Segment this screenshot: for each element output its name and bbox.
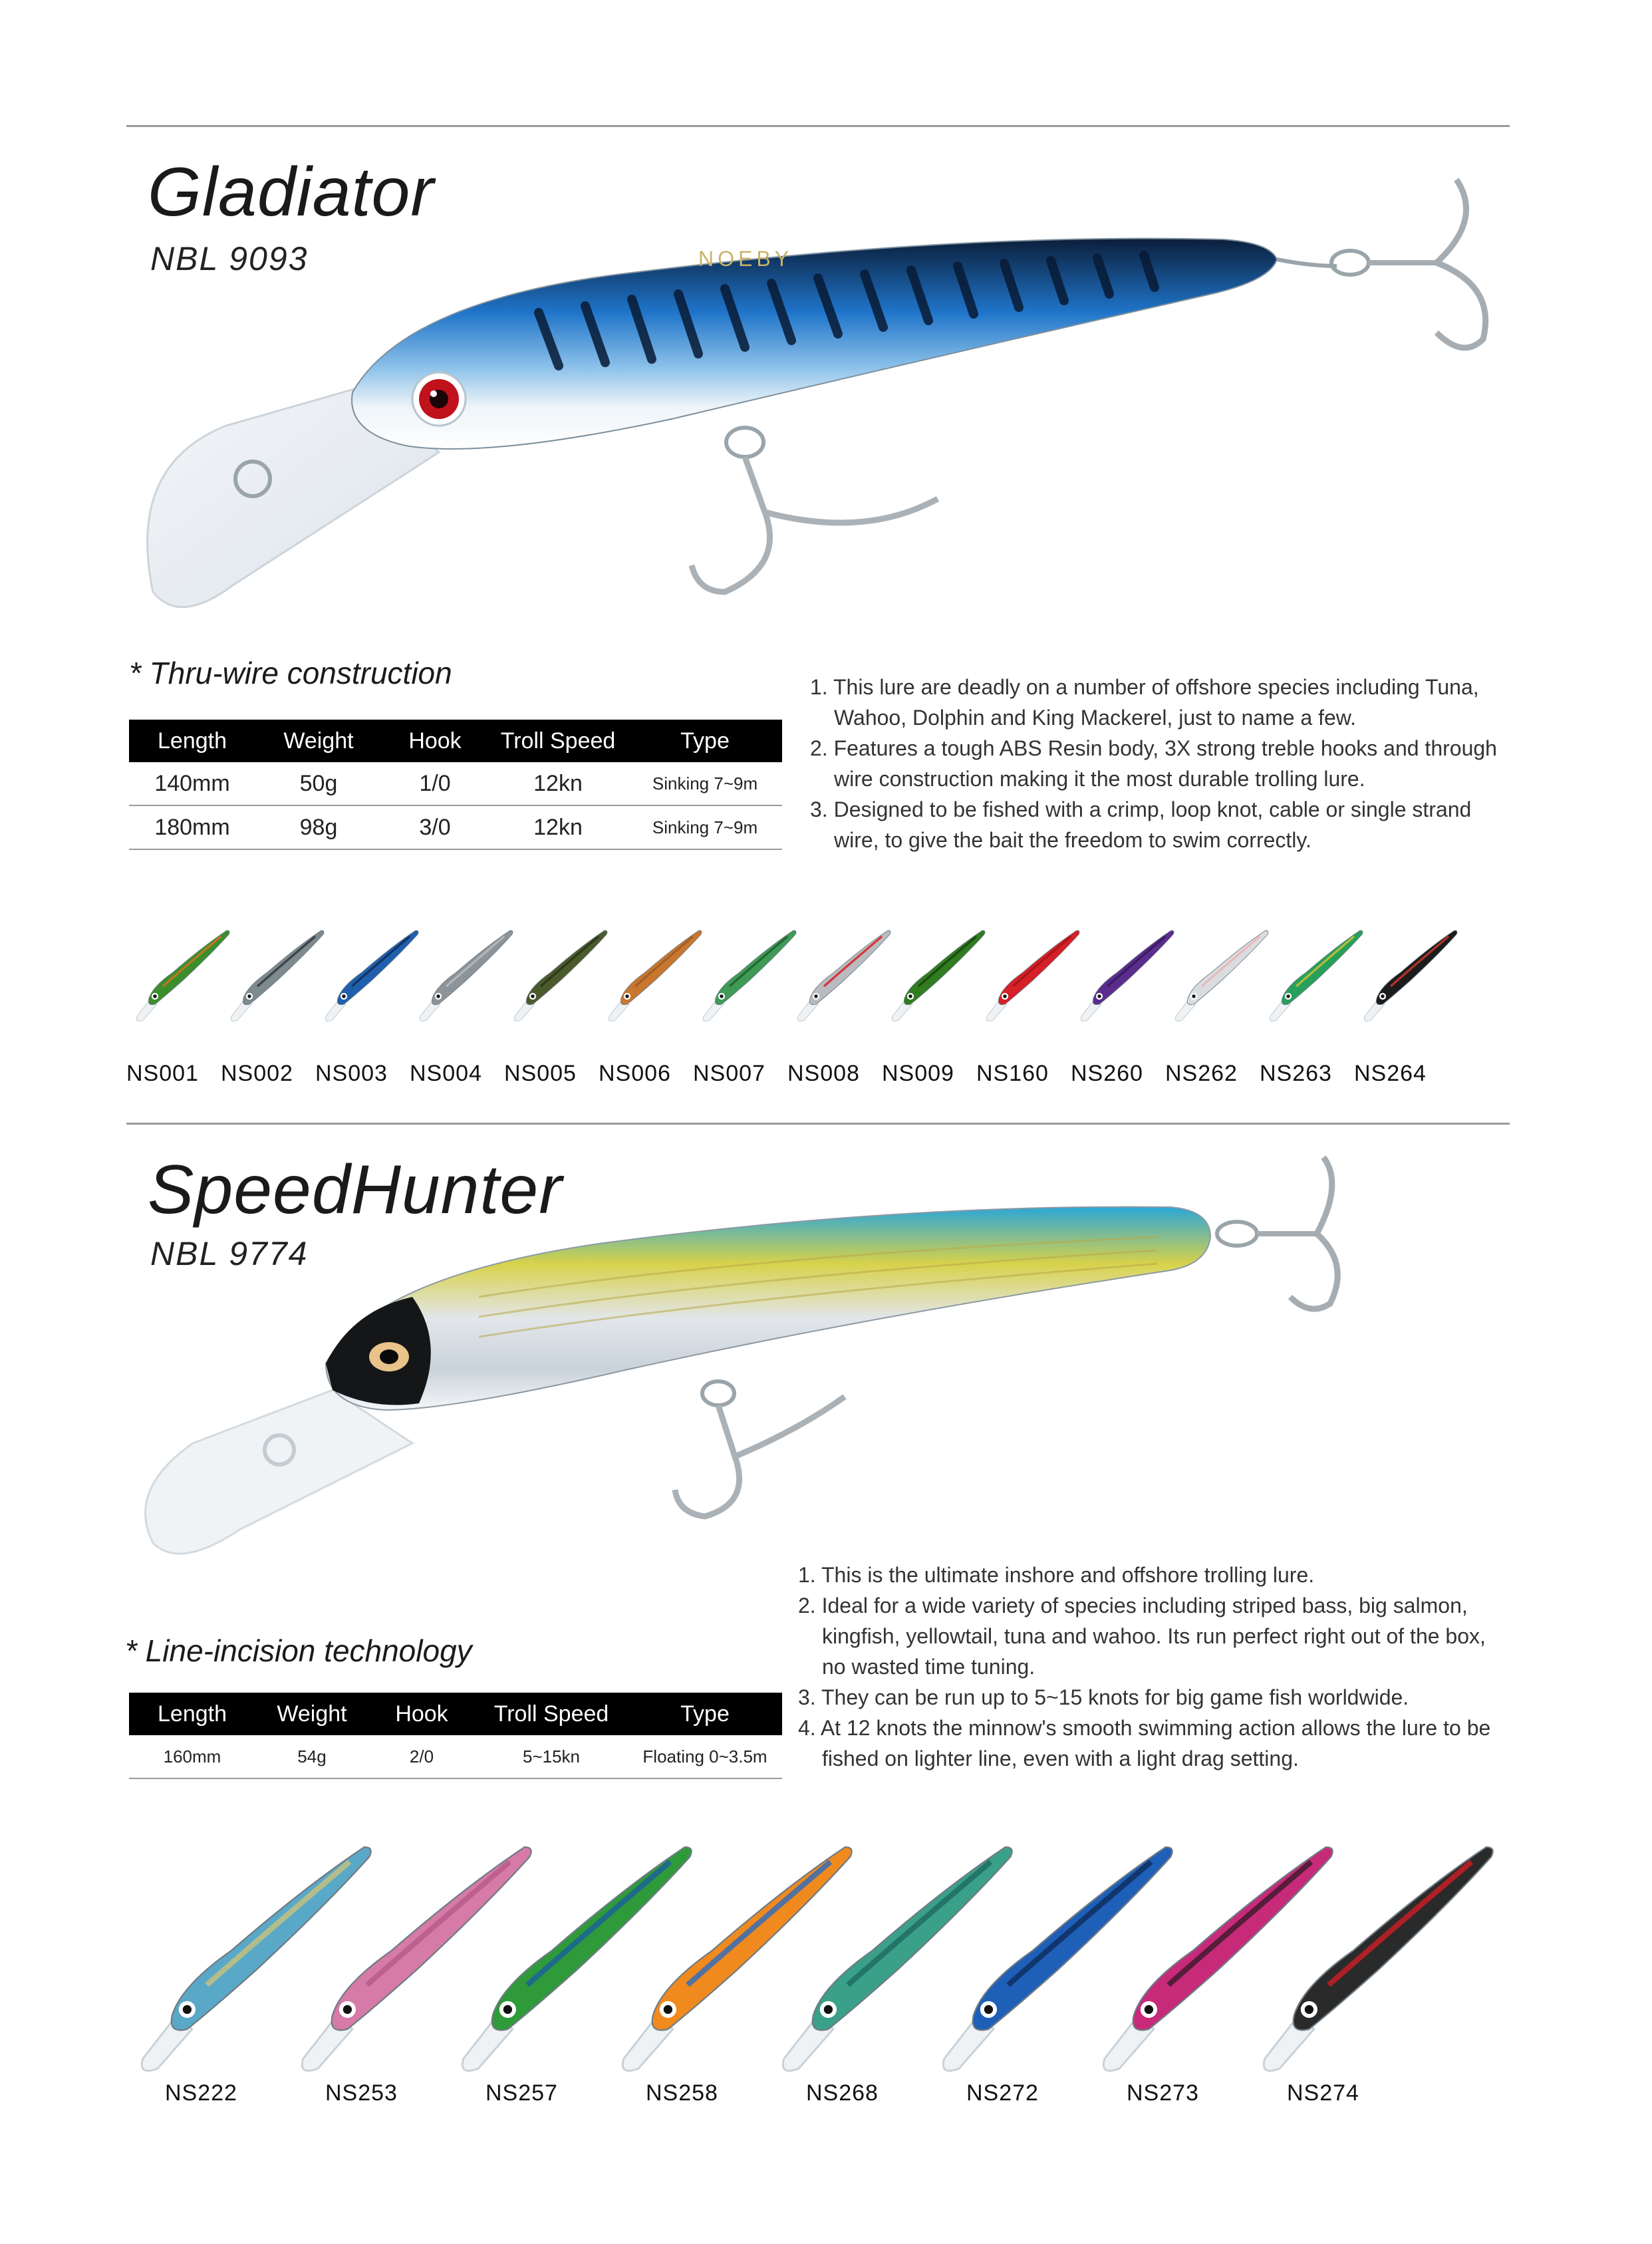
col-troll-speed: Troll Speed: [475, 1693, 628, 1735]
note-item: 2. Features a tough ABS Resin body, 3X strong treble hooks and through wire construction making it the most durable trolling lure.: [810, 736, 1497, 791]
col-type: Type: [628, 720, 782, 762]
color-code-label: NS273: [1127, 2080, 1199, 2106]
model-number-gladiator: NBL 9093: [150, 240, 309, 277]
color-code-label: NS253: [325, 2080, 398, 2106]
col-length: Length: [129, 720, 255, 762]
cell-length: 140mm: [129, 762, 255, 805]
color-code-label: NS222: [165, 2080, 237, 2106]
note-item: 3. They can be run up to 5~15 knots for big game fish worldwide.: [798, 1685, 1409, 1709]
feature-callout-speedhunter: * Line-incision technology: [125, 1633, 472, 1668]
cell-hook: 2/0: [368, 1735, 475, 1778]
cell-length: 180mm: [129, 805, 255, 849]
cell-weight: 54g: [255, 1735, 368, 1778]
color-code-label: NS274: [1287, 2080, 1359, 2106]
note-item: 1. This is the ultimate inshore and offshore trolling lure.: [798, 1563, 1315, 1587]
brand-mark: NOEBY: [698, 247, 793, 271]
product-title-speedhunter: SpeedHunter: [148, 1151, 563, 1228]
cell-type: Sinking 7~9m: [628, 805, 782, 849]
color-code-label: NS001: [126, 1061, 199, 1086]
color-code-label: NS006: [599, 1061, 671, 1086]
cell-hook: 1/0: [382, 762, 488, 805]
color-code-label: NS003: [315, 1061, 388, 1086]
cell-type: Sinking 7~9m: [628, 762, 782, 805]
col-weight: Weight: [255, 1693, 368, 1735]
lure-swatch-ns274: [1255, 1796, 1501, 2115]
cell-type: Floating 0~3.5m: [628, 1735, 782, 1778]
col-hook: Hook: [382, 720, 488, 762]
cell-weight: 50g: [255, 762, 382, 805]
color-code-label: NS005: [504, 1061, 577, 1086]
cell-hook: 3/0: [382, 805, 488, 849]
cell-troll-speed: 5~15kn: [475, 1735, 628, 1778]
cell-weight: 98g: [255, 805, 382, 849]
note-item: 2. Ideal for a wide variety of species including striped bass, big salmon, kingfish, yellowtail, tuna and wahoo. Its run perfect right out of the box, no wasted time tuning.: [798, 1594, 1486, 1679]
color-code-label: NS002: [221, 1061, 293, 1086]
color-code-label: NS009: [882, 1061, 954, 1086]
feature-callout-gladiator: * Thru-wire construction: [129, 656, 452, 690]
col-weight: Weight: [255, 720, 382, 762]
color-code-label: NS258: [646, 2080, 718, 2106]
color-code-label: NS007: [693, 1061, 765, 1086]
color-code-label: NS257: [485, 2080, 558, 2106]
color-code-label: NS263: [1260, 1061, 1332, 1086]
cell-troll-speed: 12kn: [488, 762, 628, 805]
color-code-label: NS004: [410, 1061, 482, 1086]
col-length: Length: [129, 1693, 255, 1735]
col-troll-speed: Troll Speed: [488, 720, 628, 762]
color-code-label: NS260: [1071, 1061, 1143, 1086]
color-code-label: NS160: [976, 1061, 1049, 1086]
cell-length: 160mm: [129, 1735, 255, 1778]
product-title-gladiator: Gladiator: [148, 154, 434, 231]
col-hook: Hook: [368, 1693, 475, 1735]
model-number-speedhunter: NBL 9774: [150, 1235, 309, 1272]
note-item: 3. Designed to be fished with a crimp, loop knot, cable or single strand wire, to give the bait the freedom to swim correctly.: [810, 797, 1472, 852]
note-item: 4. At 12 knots the minnow's smooth swimming action allows the lure to be fished on lighter line, even with a light drag setting.: [798, 1716, 1491, 1770]
color-code-label: NS008: [787, 1061, 860, 1086]
cell-troll-speed: 12kn: [488, 805, 628, 849]
color-code-label: NS268: [806, 2080, 879, 2106]
note-item: 1. This lure are deadly on a number of offshore species including Tuna, Wahoo, Dolphin and King Mackerel, just to name a few.: [810, 675, 1479, 730]
color-code-label: NS264: [1354, 1061, 1427, 1086]
color-code-label: NS262: [1165, 1061, 1238, 1086]
col-type: Type: [628, 1693, 782, 1735]
color-code-label: NS272: [966, 2080, 1039, 2106]
